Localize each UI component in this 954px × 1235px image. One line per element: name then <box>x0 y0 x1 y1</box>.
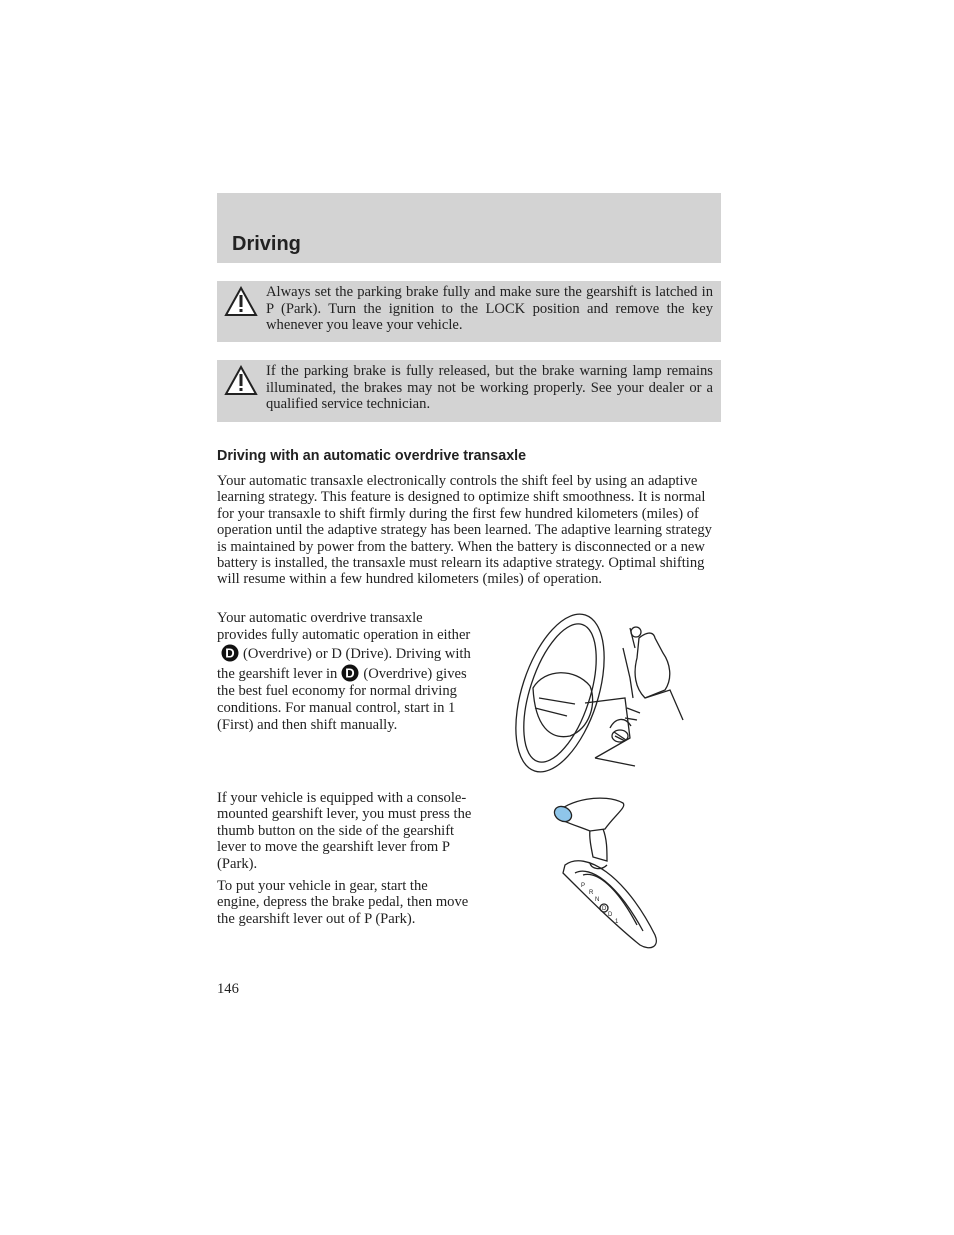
shift-label-d: D <box>608 912 613 918</box>
warning-icon <box>224 365 258 397</box>
steering-column-shifter-illustration <box>505 608 690 776</box>
overdrive-symbol-icon <box>221 644 239 662</box>
body-paragraph-in-gear: To put your vehicle in gear, start the engine, depress the brake pedal, then move the gearshift lever out of P (Park). <box>217 878 469 927</box>
shift-label-overdrive: D <box>602 906 607 912</box>
shift-label-1: 1 <box>615 919 619 925</box>
body-paragraph-console: If your vehicle is equipped with a console-mounted gearshift lever, you must press the thumb button on the side of the gearshift lever to move the gearshift lever from P (Park). <box>217 790 472 872</box>
warning-box-parking <box>217 281 721 342</box>
warning-box-brake-lamp <box>217 360 721 422</box>
section-title: Driving <box>232 233 301 255</box>
svg-text:D: D <box>345 665 356 681</box>
body-text: (Overdrive) gives the best fuel economy for normal driving conditions. For manual control, start in 1 (First) and then shift manually. <box>217 665 467 734</box>
body-text: Your automatic overdrive transaxle provides fully automatic operation in either <box>217 610 471 644</box>
console-shifter-illustration <box>545 795 665 950</box>
warning-icon <box>224 286 258 318</box>
svg-text:D: D <box>225 645 235 661</box>
section-header-band <box>217 193 721 263</box>
warning-text: If the parking brake is fully released, but the brake warning lamp remains illuminated, the brakes may not be working properly. See your dealer or a qualified service technician. <box>266 363 713 413</box>
body-text: (Overdrive) or D (Drive). Driving with the gearshift lever in <box>217 646 471 682</box>
shift-label-r: R <box>589 890 594 896</box>
body-paragraph-overdrive <box>217 610 473 734</box>
warning-text: Always set the parking brake fully and make sure the gearshift is latched in P (Park). Turn the ignition to the LOCK position and remove the key whenever you leave your vehicle. <box>266 284 713 334</box>
page-number: 146 <box>217 981 239 997</box>
body-paragraph-adaptive: Your automatic transaxle electronically controls the shift feel by using an adaptive learning strategy. This feature is designed to optimize shift smoothness. It is normal for your transaxle to shift firmly during the first few hundred kilometers (miles) of operation until the adaptive strategy has been learned. The adaptive learning strategy is maintained by power from the battery. When the battery is disconnected or a new battery is installed, the transaxle must relearn its adaptive strategy. Optimal shifting will resume within a few hundred kilometers (miles) of operation. <box>217 473 712 588</box>
shift-label-p: P <box>581 883 586 889</box>
shift-label-n: N <box>595 897 600 903</box>
overdrive-symbol-icon <box>341 664 359 682</box>
subsection-heading: Driving with an automatic overdrive transaxle <box>217 448 527 464</box>
